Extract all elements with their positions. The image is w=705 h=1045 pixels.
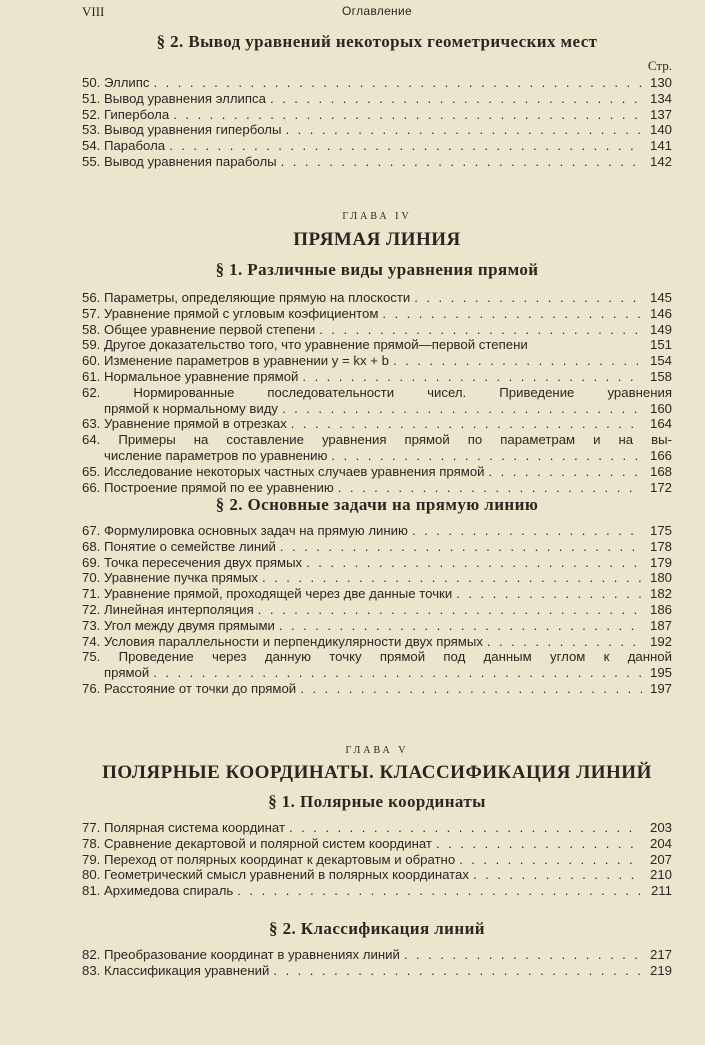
toc-entry-title: 64. Примеры на составление уравнения прямой по параметрам и на вы- xyxy=(82,432,672,448)
toc-list xyxy=(82,523,672,697)
toc-entry-title: 66. Построение прямой по ее уравнению xyxy=(82,479,334,495)
toc-page-number: 140 xyxy=(649,122,672,138)
toc-entry-title: 62. Нормированные последовательности чисел. Приведение уравнения xyxy=(82,384,672,400)
toc-entry-title: 74. Условия параллельности и перпендикулярности двух прямых xyxy=(82,633,483,649)
dot-leader xyxy=(319,322,642,338)
toc-entry-title: 51. Вывод уравнения эллипса xyxy=(82,90,266,106)
toc-entry-title: 57. Уравнение прямой с угловым коэфициентом xyxy=(82,305,379,321)
toc-entry xyxy=(82,337,672,353)
toc-page-number: 219 xyxy=(649,962,672,978)
toc-entry xyxy=(82,464,672,480)
toc-entry-continuation xyxy=(82,448,672,464)
toc-entry-title: прямой к нормальному виду xyxy=(104,400,279,416)
chapter-title: ПОЛЯРНЫЕ КООРДИНАТЫ. КЛАССИФИКАЦИЯ ЛИНИЙ xyxy=(102,762,652,783)
toc-entry-title: числение параметров по уравнению xyxy=(104,447,328,463)
dot-leader xyxy=(489,464,642,480)
toc-page-number: 187 xyxy=(649,617,672,633)
toc-entry-title: 59. Другое доказательство того, что уравнение прямой—первой степени xyxy=(82,337,528,353)
toc-entry xyxy=(82,416,672,432)
toc-page-number: 204 xyxy=(649,835,672,851)
toc-page-number: 164 xyxy=(649,416,672,432)
dot-leader xyxy=(270,91,642,107)
section-title: § 2. Вывод уравнений некоторых геометрических мест xyxy=(156,32,598,51)
pages-column-label: Стр. xyxy=(647,58,672,73)
toc-page-number: 211 xyxy=(650,883,672,899)
toc-entry-title: 72. Линейная интерполяция xyxy=(82,601,254,617)
toc-entry-title: 73. Угол между двумя прямыми xyxy=(82,617,275,633)
toc-entry-title: 60. Изменение параметров в уравнении y = kx + b xyxy=(82,353,389,369)
running-title: Оглавление xyxy=(342,4,412,18)
toc-entry xyxy=(82,138,672,154)
toc-entry-title: 58. Общее уравнение первой степени xyxy=(82,321,316,337)
toc-page-number: 178 xyxy=(649,538,672,554)
toc-entry xyxy=(82,539,672,555)
toc-page-number: 158 xyxy=(649,368,672,384)
toc-page-number: 137 xyxy=(649,106,672,122)
toc-entry-title: 67. Формулировка основных задач на прямую линию xyxy=(82,523,408,538)
toc-entry xyxy=(82,681,672,697)
dot-leader xyxy=(331,448,642,464)
toc-entry xyxy=(82,290,672,306)
toc-entry-title: 76. Расстояние от точки до прямой xyxy=(82,680,297,696)
toc-page-number: 166 xyxy=(649,447,672,463)
toc-page-number: 217 xyxy=(649,947,672,962)
toc-page-number: 179 xyxy=(649,554,672,570)
toc-entry xyxy=(82,369,672,385)
dot-leader xyxy=(456,586,642,602)
page-number: VIII xyxy=(82,4,105,19)
toc-entry xyxy=(82,432,672,448)
toc-entry xyxy=(82,353,672,369)
toc-page-number: 130 xyxy=(649,75,672,90)
toc-page-number: 203 xyxy=(649,820,672,835)
section-title: § 1. Различные виды уравнения прямой xyxy=(215,260,539,279)
dot-leader xyxy=(282,401,642,417)
toc-entry-title: 56. Параметры, определяющие прямую на плоскости xyxy=(82,290,411,305)
dot-leader xyxy=(393,353,642,369)
toc-page-number: 197 xyxy=(649,680,672,696)
toc-entry-title: 80. Геометрический смысл уравнений в полярных координатах xyxy=(82,867,469,883)
toc-entry-title: 69. Точка пересечения двух прямых xyxy=(82,554,303,570)
toc-page-number: 180 xyxy=(649,570,672,586)
toc-list xyxy=(82,820,672,899)
toc-page-number: 168 xyxy=(649,463,672,479)
dot-leader xyxy=(262,570,642,586)
toc-page-number: 182 xyxy=(649,586,672,602)
dot-leader xyxy=(487,634,642,650)
dot-leader xyxy=(153,665,642,681)
chapter-title: ПРЯМАЯ ЛИНИЯ xyxy=(293,229,461,250)
toc-page-number: 175 xyxy=(649,523,672,538)
toc-page-number: 142 xyxy=(649,153,672,169)
toc-entry-title: 65. Исследование некоторых частных случаев уравнения прямой xyxy=(82,463,485,479)
toc-entry xyxy=(82,555,672,571)
toc-page-number: 172 xyxy=(649,479,672,495)
chapter-label: ГЛАВА V xyxy=(345,745,409,756)
dot-leader xyxy=(273,963,642,979)
toc-page-number: 134 xyxy=(649,90,672,106)
toc-entry xyxy=(82,586,672,602)
toc-entry xyxy=(82,867,672,883)
toc-entry-title: 78. Сравнение декартовой и полярной систем координат xyxy=(82,835,432,851)
toc-entry xyxy=(82,570,672,586)
toc-page-number: 141 xyxy=(649,138,672,154)
dot-leader xyxy=(302,369,642,385)
dot-leader xyxy=(285,122,642,138)
toc-entry-title: прямой xyxy=(104,665,150,681)
toc-entry-continuation xyxy=(82,665,672,681)
toc-entry-title: 54. Парабола xyxy=(82,138,166,154)
toc-entry-title: 68. Понятие о семействе линий xyxy=(82,538,276,554)
dot-leader xyxy=(414,290,642,306)
toc-page-number: 146 xyxy=(649,305,672,321)
chapter-label: ГЛАВА IV xyxy=(342,211,412,222)
dot-leader xyxy=(154,75,642,91)
dot-leader xyxy=(412,523,642,539)
toc-page-number: 192 xyxy=(649,633,672,649)
toc-entry xyxy=(82,963,672,979)
dot-leader xyxy=(289,820,642,836)
dot-leader xyxy=(169,138,642,154)
dot-leader xyxy=(300,681,642,697)
toc-entry xyxy=(82,618,672,634)
dot-leader xyxy=(237,883,642,899)
toc-entry xyxy=(82,634,672,650)
running-header xyxy=(82,4,672,22)
toc-page-number: 151 xyxy=(649,337,672,353)
toc-entry xyxy=(82,602,672,618)
toc-list xyxy=(82,290,672,495)
dot-leader xyxy=(382,306,642,322)
toc-entry-continuation xyxy=(82,401,672,417)
toc-page-number: 195 xyxy=(649,665,672,681)
dot-leader xyxy=(473,867,642,883)
dot-leader xyxy=(258,602,642,618)
toc-entry-title: 55. Вывод уравнения параболы xyxy=(82,153,277,169)
toc-entry-title: 81. Архимедова спираль xyxy=(82,883,234,899)
toc-entry xyxy=(82,75,672,91)
toc-entry-title: 83. Классификация уравнений xyxy=(82,962,270,978)
toc-entry xyxy=(82,322,672,338)
dot-leader xyxy=(280,539,642,555)
toc-page-number: 160 xyxy=(649,400,672,416)
dot-leader xyxy=(404,947,642,963)
section-title: § 2. Основные задачи на прямую линию xyxy=(215,495,539,514)
toc-entry-title: 82. Преобразование координат в уравнениях линий xyxy=(82,947,400,962)
toc-entry xyxy=(82,836,672,852)
toc-entry-title: 53. Вывод уравнения гиперболы xyxy=(82,122,282,138)
toc-page-number: 207 xyxy=(649,851,672,867)
section-title: § 1. Полярные координаты xyxy=(268,792,486,811)
toc-page-number: 145 xyxy=(649,290,672,305)
toc-entry-title: 63. Уравнение прямой в отрезках xyxy=(82,416,287,432)
dot-leader xyxy=(459,852,642,868)
toc-entry xyxy=(82,947,672,963)
toc-entry-title: 61. Нормальное уравнение прямой xyxy=(82,368,299,384)
dot-leader xyxy=(436,836,642,852)
toc-entry xyxy=(82,306,672,322)
toc-page-number: 154 xyxy=(649,353,672,369)
section-title: § 2. Классификация линий xyxy=(269,919,485,938)
dot-leader xyxy=(279,618,642,634)
toc-entry-title: 71. Уравнение прямой, проходящей через две данные точки xyxy=(82,586,453,602)
toc-page-number: 210 xyxy=(649,867,672,883)
toc-entry xyxy=(82,107,672,123)
toc-entry-title: 50. Эллипс xyxy=(82,75,150,90)
toc-entry-title: 52. Гипербола xyxy=(82,106,170,122)
toc-entry xyxy=(82,122,672,138)
toc-entry xyxy=(82,883,672,899)
toc-entry xyxy=(82,154,672,170)
toc-entry xyxy=(82,649,672,665)
toc-entry xyxy=(82,480,672,496)
dot-leader xyxy=(338,480,642,496)
toc-list xyxy=(82,75,672,170)
toc-entry xyxy=(82,852,672,868)
toc-entry-title: 75. Проведение через данную точку прямой под данным углом к данной xyxy=(82,649,672,665)
toc-entry xyxy=(82,385,672,401)
toc-list xyxy=(82,947,672,979)
toc-entry xyxy=(82,523,672,539)
toc-entry-title: 77. Полярная система координат xyxy=(82,820,286,835)
toc-entry-title: 70. Уравнение пучка прямых xyxy=(82,570,258,586)
toc-entry-title: 79. Переход от полярных координат к декартовым и обратно xyxy=(82,851,456,867)
dot-leader xyxy=(173,107,642,123)
toc-entry xyxy=(82,91,672,107)
dot-leader xyxy=(281,154,642,170)
toc-page-number: 149 xyxy=(649,321,672,337)
dot-leader xyxy=(306,555,642,571)
toc-entry xyxy=(82,820,672,836)
toc-page-number: 186 xyxy=(649,601,672,617)
dot-leader xyxy=(291,416,642,432)
